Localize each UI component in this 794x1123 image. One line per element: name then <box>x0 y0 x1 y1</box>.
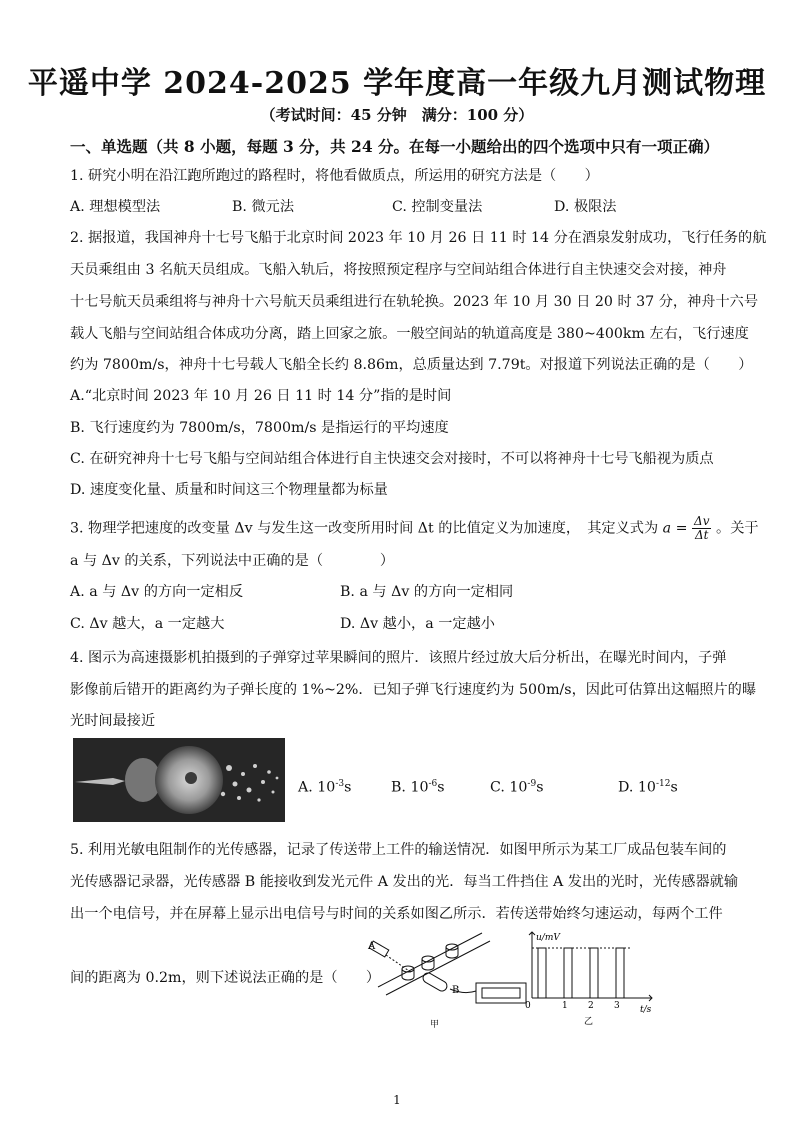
question-5-line-2: 光传感器记录器，光传感器 B 能接收到发光元件 A 发出的光．每当工件挡住 A 发出的光时，光传感器就输 <box>70 874 739 890</box>
q3-formula-fraction <box>692 515 711 542</box>
label-b: B <box>452 985 460 996</box>
q3-line1-text: 3. 物理学把速度的改变量 Δv 与发生这一改变所用时间 Δt 的比值定义为加速度， 其定义式为 <box>70 520 659 537</box>
exam-info: （考试时间：45 分钟 满分：100 分） <box>260 106 534 124</box>
q2-option-c: C. 在研究神舟十七号飞船与空间站组合体进行自主快速交会对接时，不可以将神舟十七号飞船视为质点 <box>70 451 714 467</box>
signal-plot <box>520 928 660 1028</box>
page-title: 平遥中学 2024-2025 学年度高一年级九月测试物理 <box>27 66 767 101</box>
label-a: A <box>368 941 376 952</box>
recorder-screen <box>482 988 520 998</box>
recorder-box <box>476 983 526 1003</box>
q3-formula-numerator: Δv <box>694 514 710 528</box>
question-3-line-1 <box>70 515 759 542</box>
question-2-line-2: 天员乘组由 3 名航天员组成。飞船入轨后，将按照预定程序与空间站组合体进行自主快速交会对接，神舟 <box>70 262 727 278</box>
x-axis-label: t/s <box>640 1005 652 1015</box>
q3-formula-lhs: a = <box>662 520 688 537</box>
question-3-line-2: a 与 Δv 的关系，下列说法中正确的是（ ） <box>70 553 395 569</box>
q4-option-c: C. $10^{-9}s$ <box>490 779 544 796</box>
tick-label: 2 <box>588 1001 594 1011</box>
section-heading: 一、单选题（共 8 小题，每题 3 分，共 24 分。在每一小题给出的四个选项中只有一项正确） <box>70 137 720 156</box>
conveyor-belt-bottom <box>386 941 490 995</box>
y-axis-label: u/mV <box>536 933 560 943</box>
q3-line1-tail: 。关于 <box>716 520 759 537</box>
q3-option-a: A. a 与 Δv 的方向一定相反 <box>70 584 244 600</box>
signal-pulse <box>538 948 546 998</box>
signal-pulse <box>616 948 624 998</box>
tick-label: 3 <box>614 1001 620 1011</box>
question-5-line-3: 出一个电信号，并在屏幕上显示出电信号与时间的关系如图乙所示．若传送带始终匀速运动，每两个工件 <box>70 906 723 922</box>
q4-option-d: D. $10^{-12}s$ <box>618 779 678 796</box>
q3-option-b: B. a 与 Δv 的方向一定相同 <box>340 584 514 600</box>
bullet-apple-photo <box>73 738 285 822</box>
question-4-line-3: 光时间最接近 <box>70 713 156 729</box>
signal-pulse <box>590 948 598 998</box>
q2-option-d: D. 速度变化量、质量和时间这三个物理量都为标量 <box>70 482 388 498</box>
page-number: 1 <box>393 1093 401 1107</box>
question-5-line-1: 5. 利用光敏电阻制作的光传感器，记录了传送带上工件的输送情况．如图甲所示为某工厂成品包装车间的 <box>70 842 727 858</box>
caption-jia: 甲 <box>430 1020 440 1030</box>
workpiece <box>402 966 414 980</box>
question-4-line-1: 4. 图示为高速摄影机拍摄到的子弹穿过苹果瞬间的照片．该照片经过放大后分析出，在曝光时间内，子弹 <box>70 650 727 666</box>
tick-label: 1 <box>562 1001 568 1011</box>
light-beam <box>386 955 412 973</box>
q4-option-a: A. $10^{-3}s$ <box>298 779 352 796</box>
q3-formula-denominator: Δt <box>695 528 709 542</box>
question-2-line-4: 载人飞船与空间站组合体成功分离，踏上回家之旅。一般空间站的轨道高度是 380~400km 左右，飞行速度 <box>70 326 749 342</box>
question-4-line-2: 影像前后错开的距离约为子弹长度的 1%~2%．已知子弹飞行速度约为 500m/s，因此可估算出这幅照片的曝 <box>70 682 757 698</box>
signal-pulse <box>564 948 572 998</box>
question-5-line-4: 间的距离为 0.2m，则下述说法正确的是（ ） <box>70 970 381 986</box>
caption-yi: 乙 <box>584 1017 594 1027</box>
bullet-apple-illustration <box>73 738 285 822</box>
q2-option-a: A.“北京时间 2023 年 10 月 26 日 11 时 14 分”指的是时间 <box>70 388 452 404</box>
q1-option-c: C. 控制变量法 <box>392 199 483 215</box>
question-1-stem: 1. 研究小明在沿江跑所跑过的路程时，将他看做质点，所运用的研究方法是（ ） <box>70 168 599 184</box>
q3-option-c: C. Δv 越大，a 一定越大 <box>70 616 225 632</box>
q1-option-a: A. 理想模型法 <box>70 199 161 215</box>
origin-label: 0 <box>525 1001 531 1011</box>
question-2-line-3: 十七号航天员乘组将与神舟十六号航天员乘组进行在轨轮换。2023 年 10 月 30 日 20 时 37 分，神舟十六号 <box>70 294 759 310</box>
q2-option-b: B. 飞行速度约为 7800m/s，7800m/s 是指运行的平均速度 <box>70 420 449 436</box>
question-2-line-1: 2. 据报道，我国神舟十七号飞船于北京时间 2023 年 10 月 26 日 11 时 14 分在酒泉发射成功，飞行任务的航 <box>70 230 767 246</box>
q4-option-b: B. $10^{-6}s$ <box>391 779 445 796</box>
question-2-line-5: 约为 7800m/s，神舟十七号载人飞船全长约 8.86m，总质量达到 7.79t。对报道下列说法正确的是（ ） <box>70 357 753 373</box>
q1-option-d: D. 极限法 <box>554 199 617 215</box>
q1-option-b: B. 微元法 <box>232 199 295 215</box>
conveyor-diagram <box>364 925 534 1030</box>
q3-option-d: D. Δv 越小，a 一定越小 <box>340 616 495 632</box>
